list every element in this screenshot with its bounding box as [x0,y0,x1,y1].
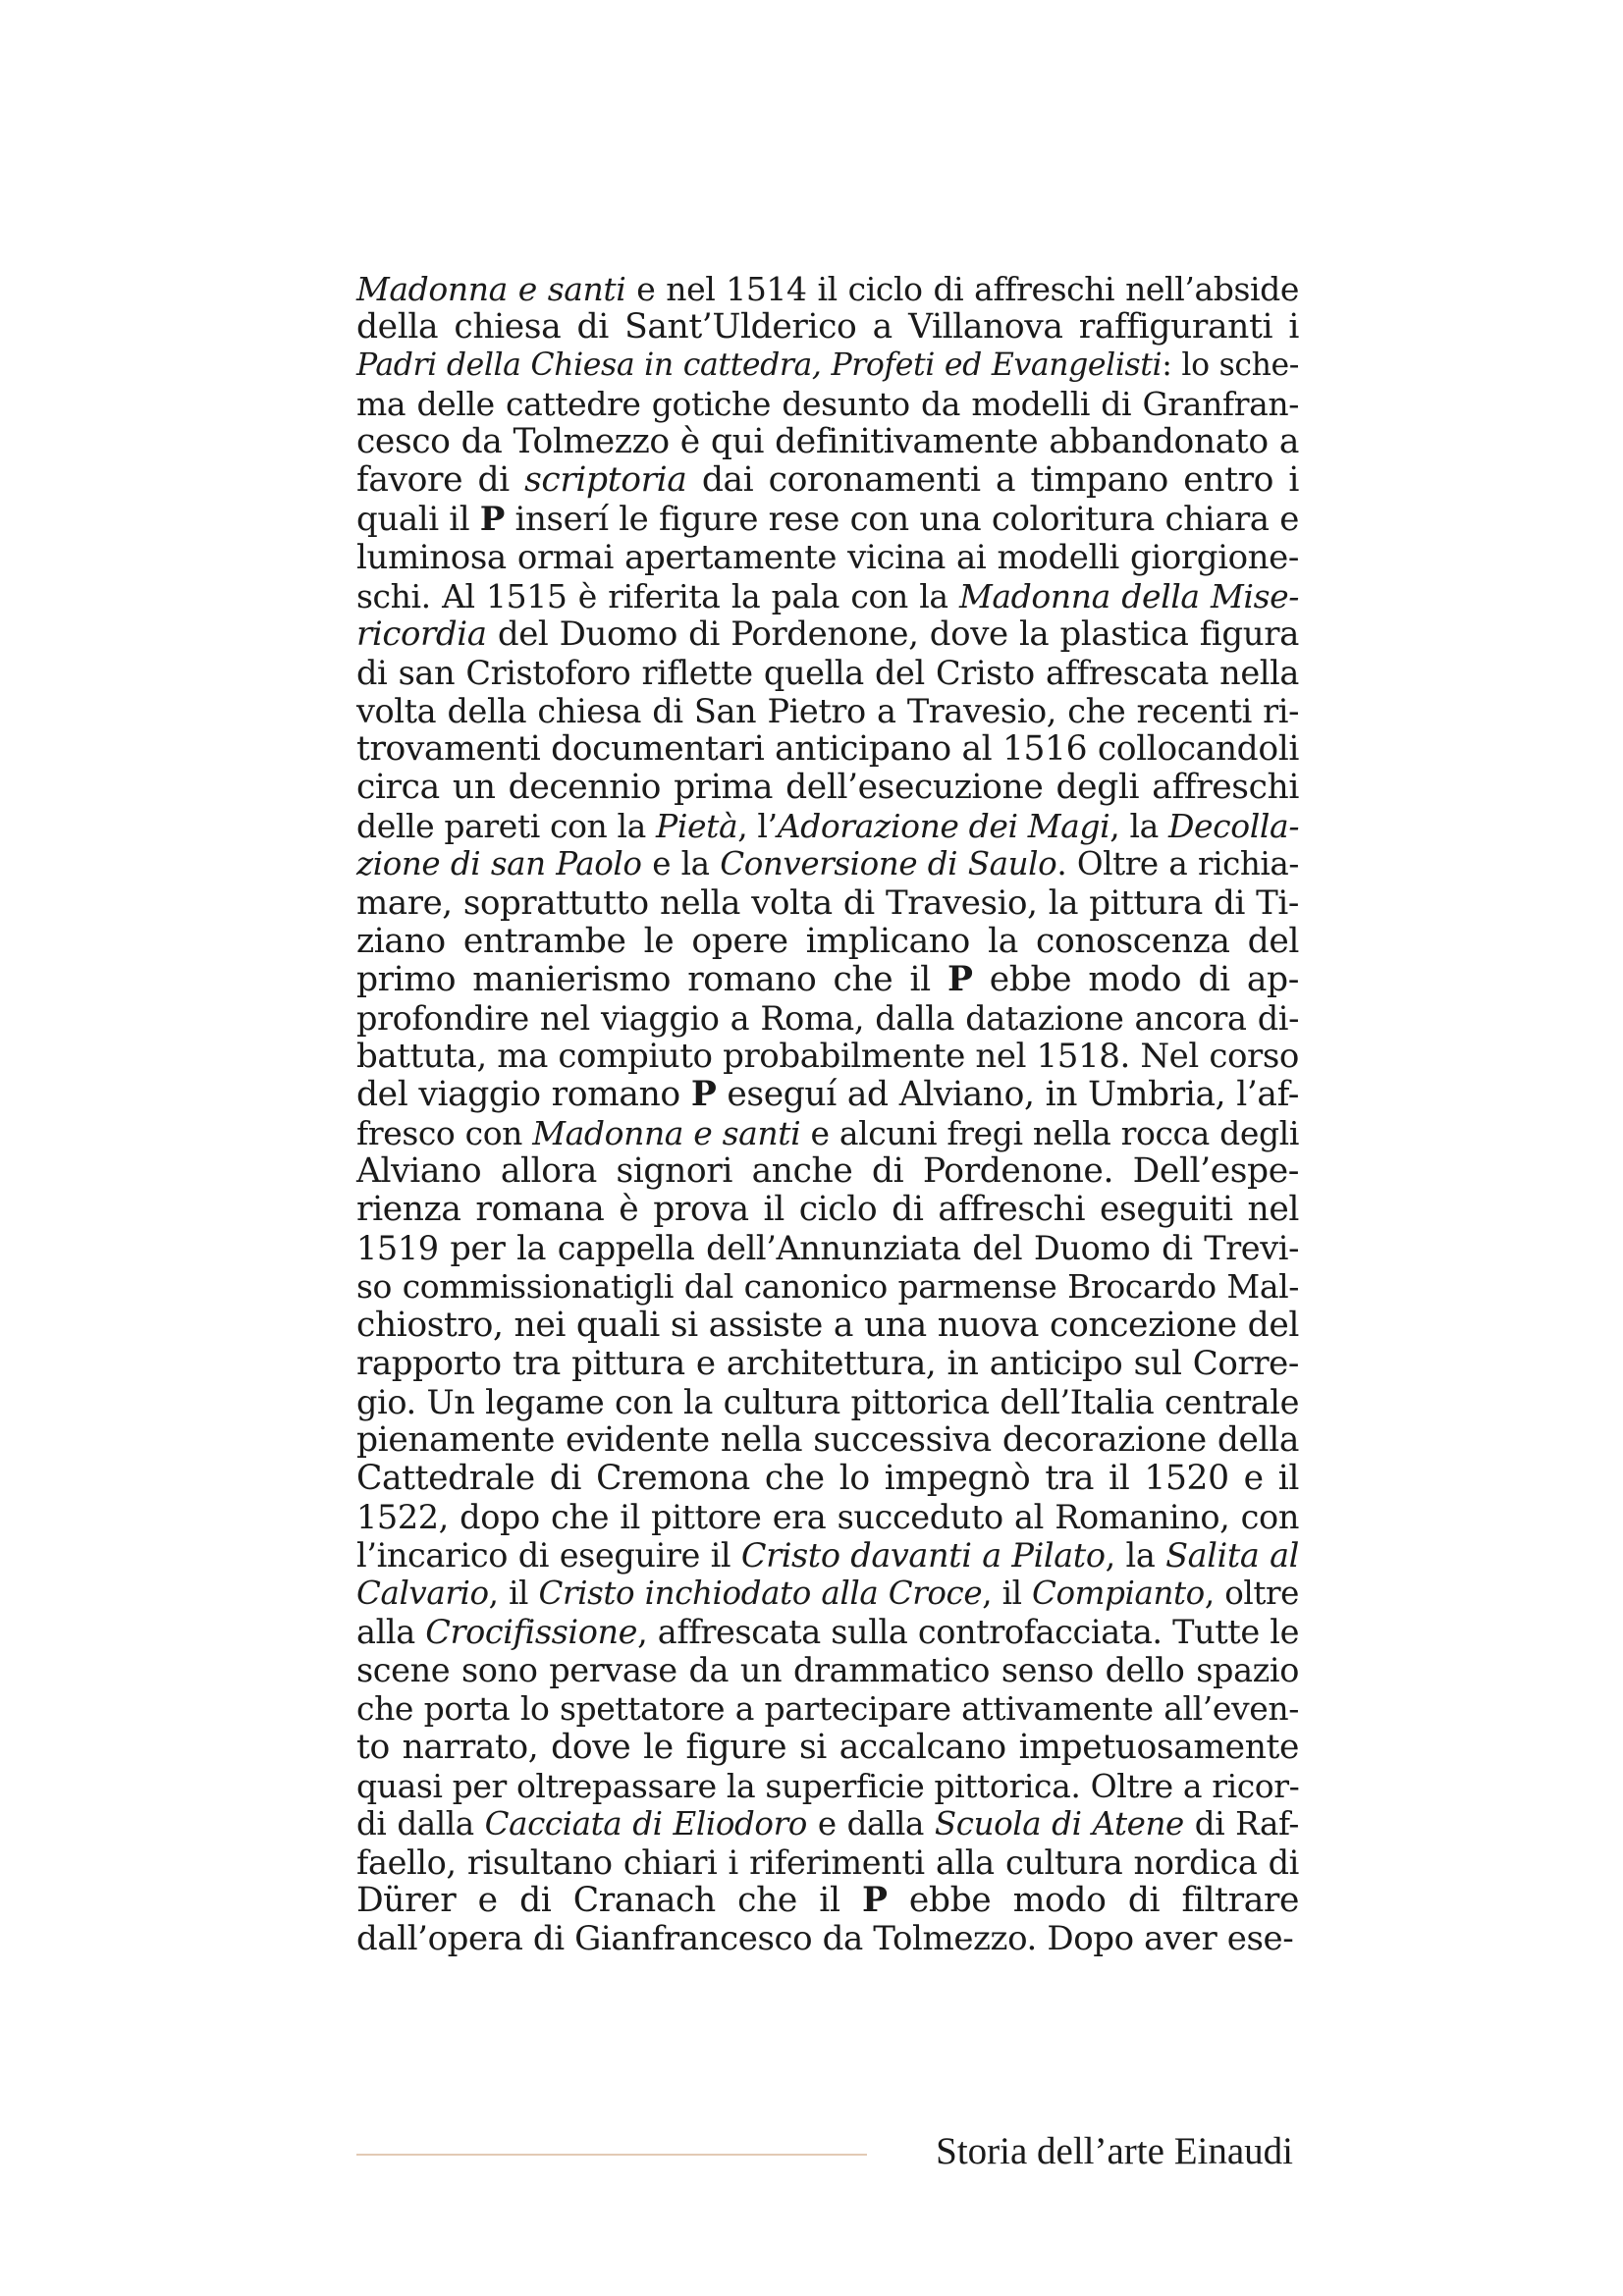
text-line [356,1920,1299,1958]
text-run: eseguí ad Alviano, in Umbria, l’af- [716,1074,1299,1114]
text-run: favore di [356,460,525,501]
text-run: so commissionatigli dal canonico parmense Brocardo Mal- [356,1267,1299,1307]
italic-run: Decolla- [1168,807,1300,846]
text-run: e la [641,845,721,883]
text-line [356,1767,1299,1805]
text-line [356,1114,1299,1152]
text-run: , l’ [737,807,778,846]
text-run: luminosa ormai apertamente vicina ai modelli giorgione- [356,537,1299,577]
italic-run: Cristo davanti a Pilato [740,1536,1106,1575]
text-run: gio. Un legame con la cultura pittorica dell’Italia centrale [356,1382,1299,1421]
text-run: volta della chiesa di San Pietro a Travesio, che recenti ri- [356,692,1299,731]
text-run: alla [356,1613,426,1652]
text-line [356,1191,1299,1229]
text-line [356,461,1299,500]
text-line [356,1307,1299,1345]
text-line [356,423,1299,461]
text-run: rienza romana è prova il ciclo di affreschi eseguiti nel [356,1190,1299,1230]
text-run: ebbe modo di ap- [972,959,1299,999]
text-line [356,1805,1299,1843]
italic-run: zione di san Paolo [356,845,642,883]
text-run: 1522, dopo che il pittore era succeduto al Romanino, con [356,1498,1299,1536]
footer-rule [356,2154,867,2156]
text-run: e alcuni fregi nella rocca degli [800,1114,1299,1153]
text-run: , il [488,1575,539,1613]
footer-title: Storia dell’arte Einaudi [936,2130,1293,2172]
text-line [356,1345,1299,1383]
text-line [356,1651,1299,1689]
italic-run: scriptoria [524,460,687,501]
text-line [356,1536,1299,1575]
text-run: , affrescata sulla controfacciata. Tutte le [637,1613,1299,1652]
body-text [356,270,1299,1958]
text-line [356,1613,1299,1651]
italic-run: Pietà [656,807,738,846]
text-line [356,654,1299,692]
text-line [356,1229,1299,1267]
text-run: 1519 per la cappella dell’Annunziata del Duomo di Trevi- [356,1229,1299,1268]
text-run: di san Cristoforo riflette quella del Cristo affrescata nella [356,653,1299,692]
text-run: dall’opera di Gianfrancesco da Tolmezzo. Dopo aver ese- [356,1919,1294,1959]
text-line [356,961,1299,999]
text-run: e nel 1514 il ciclo di affreschi nell’abside [625,270,1299,308]
text-run: Cattedrale di Cremona che lo impegnò tra il 1520 e il [356,1458,1299,1498]
text-run: quasi per oltrepassare la superficie pittorica. Oltre a ricor- [356,1766,1300,1805]
text-line [356,769,1299,807]
text-run: trovamenti documentari anticipano al 1516 collocandoli [356,729,1299,770]
text-run: Alviano allora signori anche di Pordenone. Dell’espe- [356,1151,1299,1192]
italic-run: Calvario [356,1575,489,1613]
text-line [356,1843,1299,1882]
text-line [356,1498,1299,1536]
text-run: dai coronamenti a timpano entro i [686,460,1300,501]
text-line [356,692,1299,730]
text-run: Dürer e di Cranach che il [356,1880,862,1920]
text-run: di Raf- [1183,1804,1299,1842]
text-line [356,1038,1299,1076]
text-line [356,1460,1299,1498]
italic-run: Cristo inchiodato alla Croce [538,1575,983,1613]
text-run: della chiesa di Sant’Ulderico a Villanova raffiguranti i [356,307,1299,347]
text-line [356,1882,1299,1920]
text-run: scene sono pervase da un drammatico senso dello spazio [356,1651,1299,1690]
text-run: pienamente evidente nella successiva decorazione della [356,1419,1299,1460]
text-run: delle pareti con la [356,807,657,846]
text-line [356,884,1299,923]
text-run: : lo sche- [1162,347,1299,384]
text-line [356,923,1299,961]
text-run: schi. Al 1515 è riferita la pala con la [356,576,960,615]
bold-run: P [947,959,973,999]
text-line [356,577,1299,615]
text-line [356,845,1299,883]
text-run: di dalla [356,1804,485,1842]
italic-run: Madonna e santi [356,270,626,308]
text-run: cesco da Tolmezzo è qui definitivamente abbandonato a [356,422,1299,462]
text-line [356,1421,1299,1460]
italic-run: Madonna della Mise- [959,576,1299,615]
text-line [356,1076,1299,1114]
text-run: ebbe modo di filtrare [887,1880,1300,1920]
text-run: mare, soprattutto nella volta di Travesio, la pittura di Ti- [356,882,1299,923]
text-run: chiostro, nei quali si assiste a una nuova concezione del [356,1305,1299,1345]
bold-run: P [690,1074,717,1114]
italic-run: Scuola di Atene [934,1804,1184,1842]
italic-run: Salita al [1165,1536,1299,1575]
italic-run: Crocifissione [425,1613,638,1652]
text-run: inserí le figure rese con una coloritura chiara e [504,499,1299,539]
text-run: ma delle cattedre gotiche desunto da modelli di Granfran- [356,385,1299,424]
italic-run: Adorazione dei Magi [777,807,1110,846]
text-line [356,1729,1299,1767]
text-line [356,1575,1299,1613]
text-run: quali il [356,499,480,539]
text-run: to narrato, dove le figure si accalcano impetuosamente [356,1727,1299,1767]
italic-run: ricordia [356,614,487,654]
text-run: circa un decennio prima dell’esecuzione degli affreschi [356,768,1299,808]
bold-run: P [479,499,505,539]
text-run: battuta, ma compiuto probabilmente nel 1518. Nel corso [356,1036,1299,1076]
italic-run: Madonna e santi [532,1114,801,1153]
text-line [356,270,1299,308]
text-run: faello, risultano chiari i riferimenti alla cultura nordica di [356,1842,1299,1882]
text-line [356,1383,1299,1421]
text-run: l’incarico di eseguire il [356,1536,741,1575]
text-line [356,347,1299,385]
italic-run: Compianto [1032,1575,1205,1613]
text-line [356,1267,1299,1306]
text-run: profondire nel viaggio a Roma, dalla datazione ancora di- [356,998,1299,1038]
text-run: . Oltre a richia- [1056,845,1299,883]
text-run: , il [982,1575,1033,1613]
text-run: e dalla [806,1804,935,1842]
text-line [356,308,1299,347]
text-run: fresco con [356,1114,533,1153]
italic-run: Padri della Chiesa in cattedra, Profeti ed Evangelisti [356,347,1163,384]
text-line [356,1689,1299,1728]
text-line [356,999,1299,1038]
italic-run: Conversione di Saulo [720,845,1057,883]
text-line [356,730,1299,769]
text-run: , la [1109,807,1168,846]
text-line [356,807,1299,845]
text-line [356,501,1299,539]
bold-run: P [861,1880,888,1920]
text-line [356,615,1299,654]
text-run: ziano entrambe le opere implicano la conoscenza del [356,921,1299,961]
text-run: , la [1105,1536,1166,1575]
text-line [356,539,1299,577]
text-run: primo manierismo romano che il [356,959,948,999]
text-run: del Duomo di Pordenone, dove la plastica figura [486,614,1299,654]
text-line [356,385,1299,423]
text-run: del viaggio romano [356,1074,691,1114]
text-run: rapporto tra pittura e architettura, in anticipo sul Corre- [356,1343,1299,1383]
text-line [356,1152,1299,1191]
text-run: che porta lo spettatore a partecipare attivamente all’even- [356,1689,1299,1729]
text-run: , oltre [1204,1575,1300,1613]
italic-run: Cacciata di Eliodoro [484,1804,807,1842]
